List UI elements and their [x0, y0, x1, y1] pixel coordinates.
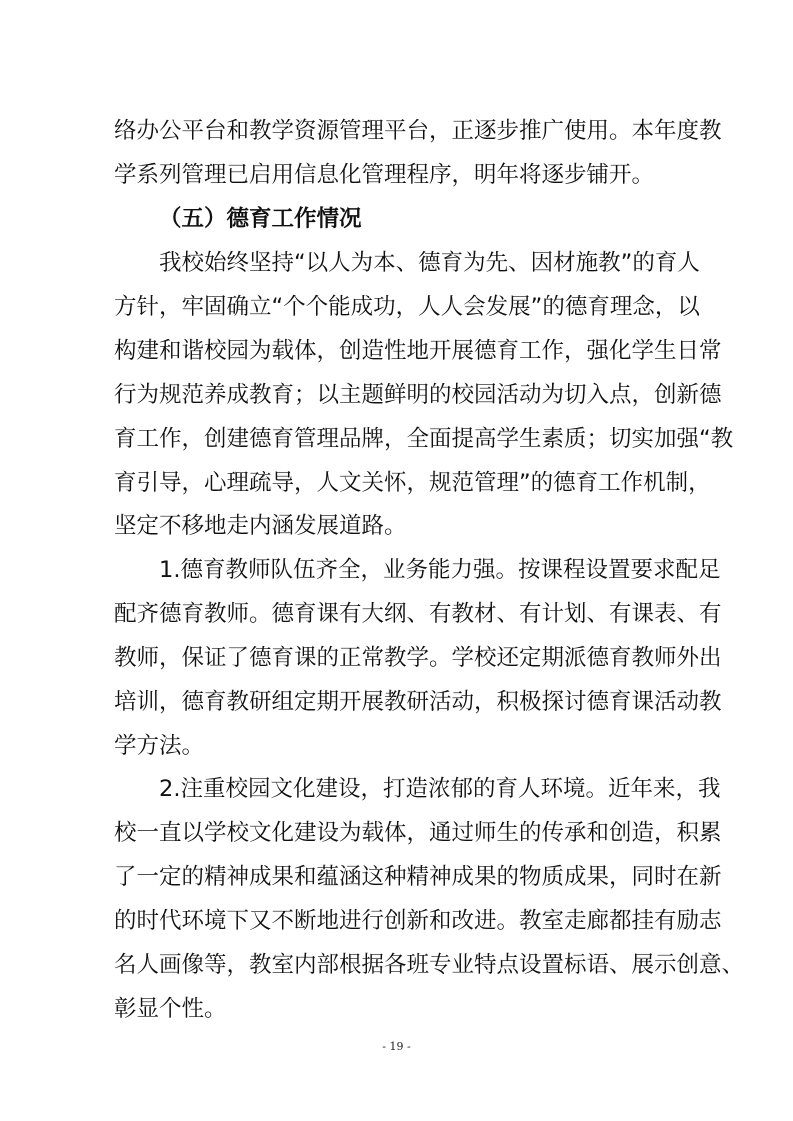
- section-heading: （五）德育工作情况: [159, 206, 362, 232]
- intro-line-1: 络办公平台和教学资源管理平台，正逐步推广使用。本年度教: [114, 118, 722, 144]
- paragraph-3-line-6: 彰显个性。: [114, 996, 227, 1022]
- paragraph-3-line-5: 名人画像等，教室内部根据各班专业特点设置标语、展示创意、: [114, 952, 745, 978]
- paragraph-1-line-3: 构建和谐校园为载体，创造性地开展德育工作，强化学生日常: [114, 338, 722, 364]
- page-number: - 19 -: [382, 1040, 411, 1053]
- paragraph-1-line-5: 育工作，创建德育管理品牌，全面提高学生素质；切实加强“教: [114, 426, 734, 452]
- paragraph-2-line-2: 配齐德育教师。德育课有大纲、有教材、有计划、有课表、有: [114, 601, 722, 627]
- paragraph-3-line-4: 的时代环境下又不断地进行创新和改进。教室走廊都挂有励志: [114, 908, 722, 934]
- paragraph-3-line-2: 校一直以学校文化建设为载体，通过师生的传承和创造，积累: [114, 820, 722, 846]
- paragraph-1-line-2: 方针，牢固确立“个个能成功，人人会发展”的德育理念，以: [114, 294, 700, 320]
- paragraph-3-line-3: 了一定的精神成果和蕴涵这种精神成果的物质成果，同时在新: [114, 864, 722, 890]
- paragraph-2-line-1: 1.德育教师队伍齐全，业务能力强。按课程设置要求配足: [159, 557, 721, 583]
- paragraph-1-line-1: 我校始终坚持“以人为本、德育为先、因材施教”的育人: [159, 250, 700, 276]
- intro-line-2: 学系列管理已启用信息化管理程序，明年将逐步铺开。: [114, 162, 655, 188]
- paragraph-1-line-4: 行为规范养成教育；以主题鲜明的校园活动为切入点，创新德: [114, 382, 722, 408]
- paragraph-1-line-6: 育引导，心理疏导，人文关怀，规范管理”的德育工作机制，: [114, 470, 711, 496]
- paragraph-2-line-5: 学方法。: [114, 733, 205, 759]
- paragraph-2-line-4: 培训，德育教研组定期开展教研活动，积极探讨德育课活动教: [114, 689, 722, 715]
- paragraph-2-line-3: 教师，保证了德育课的正常教学。学校还定期派德育教师外出: [114, 645, 722, 671]
- paragraph-3-line-1: 2.注重校园文化建设，打造浓郁的育人环境。近年来，我: [159, 776, 721, 802]
- paragraph-1-line-7: 坚定不移地走内涵发展道路。: [114, 513, 407, 539]
